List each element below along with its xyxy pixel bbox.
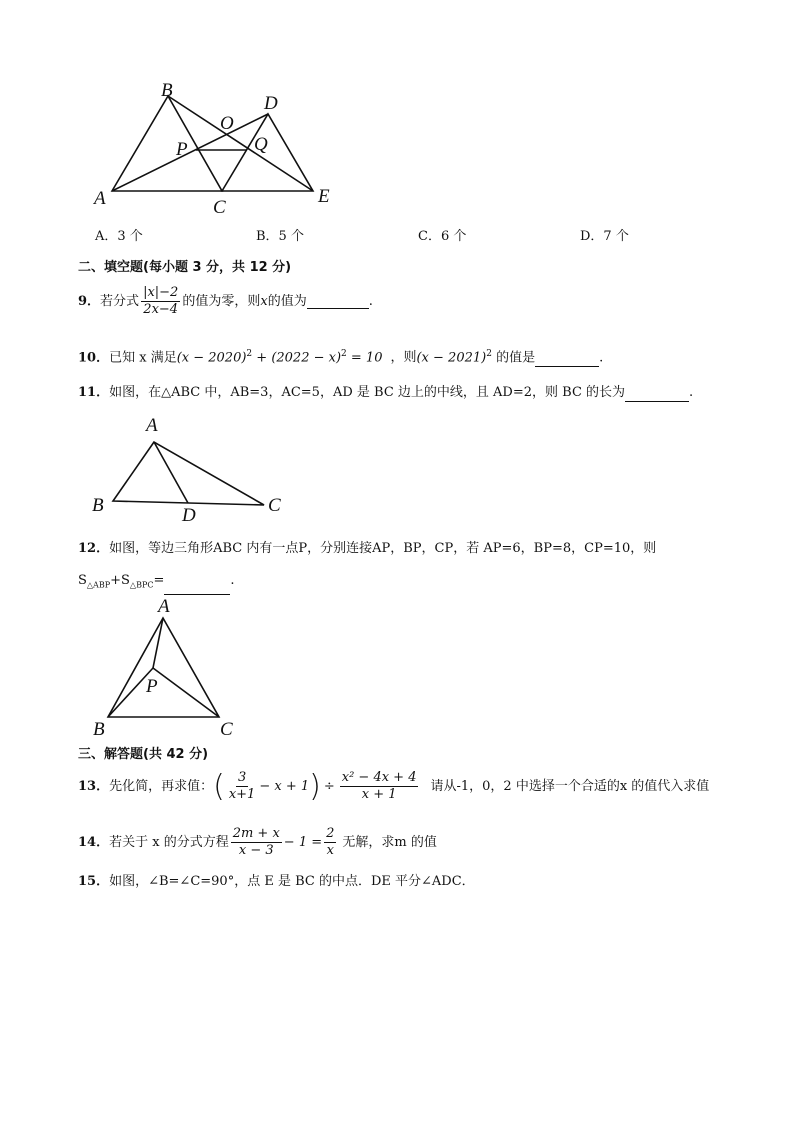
q9-pre: 若分式 xyxy=(100,293,140,309)
q13-div: ÷ xyxy=(323,778,335,794)
q9-frac-num: |x|−2 xyxy=(143,285,179,300)
q9-answer-blank[interactable] xyxy=(307,294,369,309)
segment-cp xyxy=(153,668,219,717)
q11-text: 如图，在△ABC 中，AB=3，AC=5，AD 是 BC 边上的中线，且 AD=2，则 BC 的长为 xyxy=(109,385,626,400)
q12-number: 12． xyxy=(78,541,110,556)
figure-2-geometry xyxy=(100,425,280,515)
q12-answer-blank[interactable] xyxy=(164,580,230,595)
fig1-label-a: A xyxy=(94,188,106,209)
fig3-label-p: P xyxy=(146,676,158,697)
q11-number: 11． xyxy=(78,385,110,400)
q8-option-b[interactable]: B．5 个 xyxy=(256,229,304,244)
q10-post: 的值是 xyxy=(496,350,536,366)
q10-mid: ，则 xyxy=(390,350,417,366)
q12-plus: + xyxy=(110,573,122,588)
q8-option-a[interactable]: A．3 个 xyxy=(95,229,143,244)
question-13: 13． 先化简，再求值： ( $\frac{3}{x+1}$ − x + 1 ) ÷ $\frac{\text{x² − 4x + 4}}{x + 1}$ 请从-1，0，2 中选择一个合适的x 的值代入求值 xyxy=(78,768,710,804)
q13-f2-den: x + 1 xyxy=(361,787,397,802)
q12-eq: = xyxy=(153,573,165,588)
q14-pre: 若关于 x 的分式方程 xyxy=(109,834,229,850)
question-15 xyxy=(78,873,475,891)
q9-var: x xyxy=(260,293,268,309)
fig3-label-b: B xyxy=(93,719,105,740)
question-14 xyxy=(78,826,437,859)
q8-option-c[interactable]: C．6 个 xyxy=(418,229,467,244)
q10-number: 10． xyxy=(78,350,110,366)
q12-s2-sub: △BPC xyxy=(129,580,154,590)
q9-frac-den: 2x−4 xyxy=(143,302,179,317)
q12-end: . xyxy=(230,573,235,588)
q10-pre: 已知 x 满足 xyxy=(109,350,177,366)
q13-rest: − x + 1 xyxy=(259,778,310,794)
fig1-label-p: P xyxy=(176,139,188,160)
question-10 xyxy=(78,345,603,367)
q14-f2-num: 2 xyxy=(326,826,335,841)
q9-fraction xyxy=(141,285,180,318)
q13-f1-den: x+1 xyxy=(228,787,256,802)
q14-fraction-2 xyxy=(324,826,336,859)
q13-post: 请从-1，0，2 中选择一个合适的x 的值代入求值 xyxy=(430,778,710,794)
q10-plus: + (2022 − x) xyxy=(252,350,342,366)
figure-3-geometry xyxy=(100,610,230,725)
question-11 xyxy=(78,384,693,402)
q14-number: 14． xyxy=(78,834,110,850)
q13-number: 13． xyxy=(78,778,110,794)
q15-text: 如图，∠B=∠C=90°，点 E 是 BC 的中点．DE 平分∠ADC． xyxy=(109,874,475,889)
q8-option-d[interactable]: D．7 个 xyxy=(580,229,629,244)
figure-1-geometry xyxy=(85,75,345,215)
q13-fraction-2 xyxy=(340,770,419,803)
triangle-abc xyxy=(112,96,222,191)
q13-fraction-1 xyxy=(227,770,258,803)
q9-number: 9． xyxy=(78,293,101,309)
q14-f2-den: x xyxy=(326,843,334,858)
q13-f2-num: x² − 4x + 4 xyxy=(341,770,417,785)
fig1-label-d: D xyxy=(264,93,278,114)
q9-end: . xyxy=(368,293,373,309)
fig3-label-a: A xyxy=(158,596,170,617)
q14-fraction-1 xyxy=(231,826,282,859)
q13-f1-num: 3 xyxy=(237,770,247,785)
fig3-label-c: C xyxy=(220,719,233,740)
equilateral-triangle-abc xyxy=(108,618,219,717)
fig1-label-o: O xyxy=(220,113,234,134)
q13-pre: 先化简，再求值： xyxy=(109,778,214,794)
q11-end: . xyxy=(689,385,694,400)
fig1-label-q: Q xyxy=(254,134,268,155)
q10-sq3: 2 xyxy=(486,349,492,359)
question-9 xyxy=(78,285,373,318)
q14-post: 无解，求m 的值 xyxy=(342,834,437,850)
q10-answer-blank[interactable] xyxy=(535,352,599,367)
fig2-label-c: C xyxy=(268,495,281,516)
q14-mid: − 1 = xyxy=(283,834,323,850)
q14-f1-num: 2m + x xyxy=(232,826,280,841)
q10-end: . xyxy=(599,350,604,366)
q10-expr2: (x − 2021) xyxy=(416,350,487,366)
q10-expr1: (x − 2020) xyxy=(176,350,247,366)
q12-s2: S xyxy=(121,573,130,588)
fig2-label-d: D xyxy=(182,505,196,526)
fig2-label-a: A xyxy=(146,415,158,436)
segment-be xyxy=(168,96,313,191)
section-2-title: 二、填空题(每小题 3 分，共 12 分) xyxy=(78,260,292,275)
fig2-label-b: B xyxy=(92,495,104,516)
q9-post: 的值为 xyxy=(267,293,307,309)
q10-sq1: 2 xyxy=(246,349,253,359)
q12-s1: S xyxy=(78,573,87,588)
q15-number: 15． xyxy=(78,874,110,889)
question-12-line-2 xyxy=(78,572,235,595)
q11-answer-blank[interactable] xyxy=(625,387,689,402)
q10-sq2: 2 xyxy=(341,349,347,359)
q12-s1-sub: △ABP xyxy=(86,580,111,590)
question-12 xyxy=(78,540,656,558)
q12-text: 如图，等边三角形ABC 内有一点P，分别连接AP，BP，CP，若 AP=6，BP=8，CP=10，则 xyxy=(109,541,657,556)
fig1-label-b: B xyxy=(161,80,173,101)
q10-eq: = 10 xyxy=(346,350,383,366)
q9-mid: 的值为零，则 xyxy=(182,293,261,309)
q14-f1-den: x − 3 xyxy=(238,843,274,858)
fig1-label-c: C xyxy=(213,197,226,218)
triangle-abc-2 xyxy=(113,442,264,505)
fig1-label-e: E xyxy=(318,186,330,207)
section-3-title: 三、解答题(共 42 分) xyxy=(78,747,209,762)
